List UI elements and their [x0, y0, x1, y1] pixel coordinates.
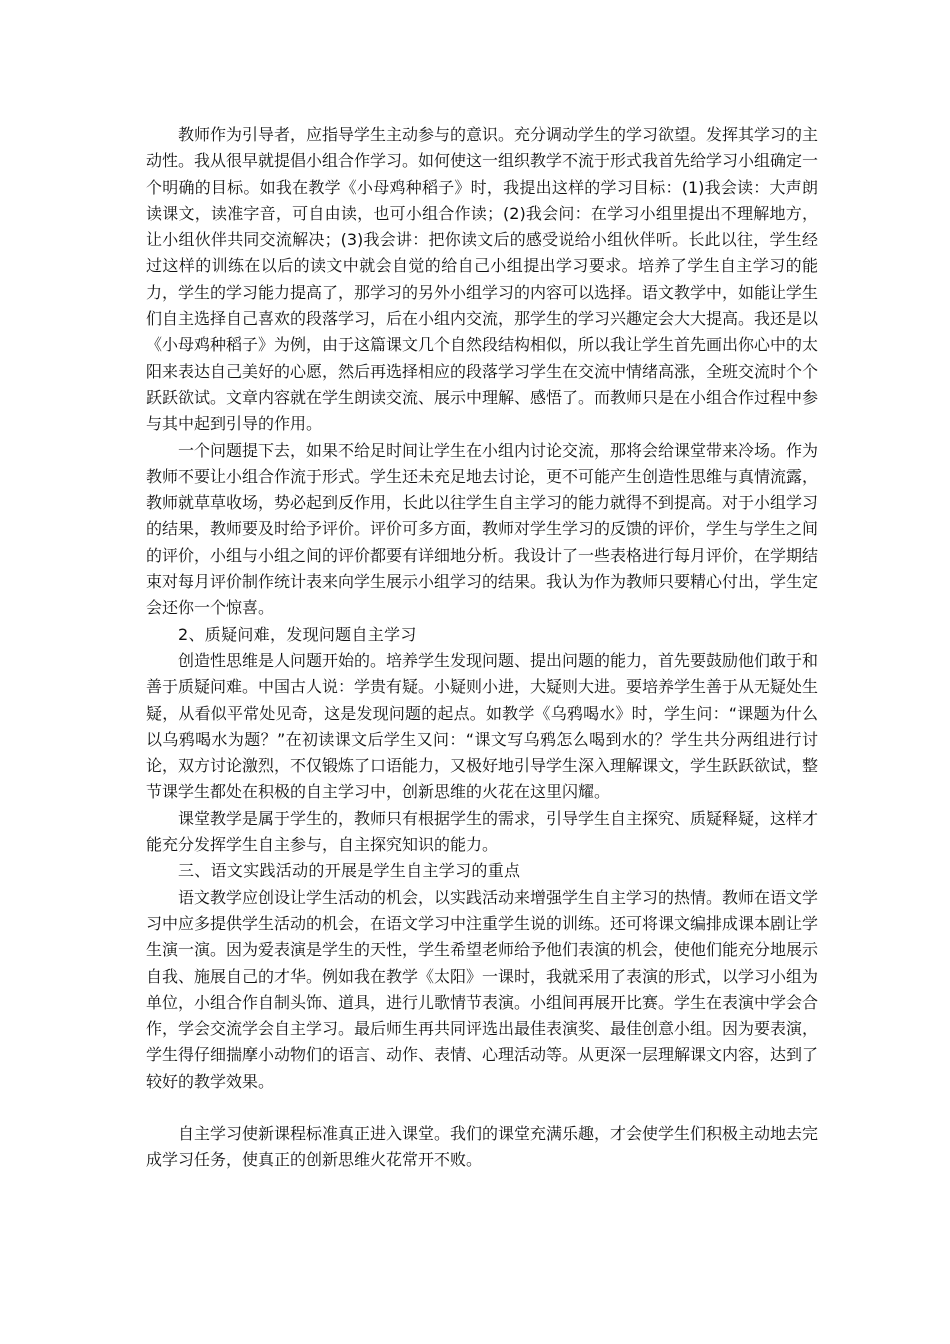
paragraph-group-evaluation: 一个问题提下去，如果不给足时间让学生在小组内讨论交流，那将会给课堂带来冷场。作为教师不要让小组合作流于形式。学生还未充足地去讨论，更不可能产生创造性思维与真情流露，教师就草草收场，势必起到反作用，长此以往学生自主学习的能力就得不到提高。对于小组学习的结果，教师要及时给予评价。评价可多方面，教师对学生学习的反馈的评价，学生与学生之间的评价，小组与小组之间的评价都要有详细地分析。我设计了一些表格进行每月评价，在学期结束对每月评价制作统计表来向学生展示小组学习的结果。我认为作为教师只要精心付出，学生定会还你一个惊喜。 [146, 440, 819, 618]
section-heading-questioning: 2、质疑问难，发现问题自主学习 [178, 624, 417, 644]
paragraph-group-learning-goals: 教师作为引导者，应指导学生主动参与的意识。充分调动学生的学习欲望。发挥其学习的主动性。我从很早就提倡小组合作学习。如何使这一组织教学不流于形式我首先给学习小组确定一个明确的目标。如我在教学《小母鸡种稻子》时，我提出这样的学习目标：(1)我会读：大声朗读课文，读准字音，可自由读，也可小组合作读；(2)我会问：在学习小组里提出不理解地方，让小组伙伴共同交流解决；(3)我会讲：把你读文后的感受说给小组伙伴听。长此以往，学生经过这样的训练在以后的读文中就会自觉的给自己小组提出学习要求。培养了学生自主学习的能力，学生的学习能力提高了，那学习的另外小组学习的内容可以选择。语文教学中，如能让学生们自主选择自己喜欢的段落学习，后在小组内交流，那学生的学习兴趣定会大大提高。我还是以《小母鸡种稻子》为例，由于这篇课文几个自然段结构相似，所以我让学生首先画出你心中的太阳来表达自己美好的心愿，然后再选择相应的段落学习学生在交流中情绪高涨，全班交流时个个跃跃欲试。文章内容就在学生朗读交流、展示中理解、感悟了。而教师只是在小组合作过程中参与其中起到引导的作用。 [146, 125, 819, 434]
section-heading-practice-activities: 三、语文实践活动的开展是学生自主学习的重点 [178, 861, 521, 881]
paragraph-practice-activities: 语文教学应创设让学生活动的机会，以实践活动来增强学生自主学习的热情。教师在语文学习中应多提供学生活动的机会，在语文学习中注重学生说的训练。还可将课文编排成课本剧让学生演一演。因为爱表演是学生的天性，学生希望老师给予他们表演的机会，使他们能充分地展示自我、施展自己的才华。例如我在教学《太阳》一课时，我就采用了表演的形式，以学习小组为单位，小组合作自制头饰、道具，进行儿歌情节表演。小组间再展开比赛。学生在表演中学会合作，学会交流学会自主学习。最后师生再共同评选出最佳表演奖、最佳创意小组。因为要表演，学生得仔细揣摩小动物们的语言、动作、表情、心理活动等。从更深一层理解课文内容，达到了较好的教学效果。 [146, 887, 819, 1091]
paragraph-conclusion: 自主学习使新课程标准真正进入课堂。我们的课堂充满乐趣，才会使学生们积极主动地去完成学习任务，使真正的创新思维火花常开不败。 [146, 1123, 819, 1170]
paragraph-spacer [146, 1095, 818, 1121]
document-page [146, 122, 818, 1174]
paragraph-creative-thinking: 创造性思维是人问题开始的。培养学生发现问题、提出问题的能力，首先要鼓励他们敢于和善于质疑问难。中国古人说：学贵有疑。小疑则小进，大疑则大进。要培养学生善于从无疑处生疑，从看似平常处见奇，这是发现问题的起点。如教学《乌鸦喝水》时，学生问：“课题为什么以乌鸦喝水为题？”在初读课文后学生又问：“课文写乌鸦怎么喝到水的？学生共分两组进行讨论，双方讨论激烈，不仅锻炼了口语能力，又极好地引导学生深入理解课文，学生跃跃欲试，整节课学生都处在积极的自主学习中，创新思维的火花在这里闪耀。 [146, 650, 819, 802]
paragraph-classroom-teaching: 课堂教学是属于学生的，教师只有根据学生的需求，引导学生自主探究、质疑释疑，这样才能充分发挥学生自主参与，自主探究知识的能力。 [146, 808, 819, 855]
